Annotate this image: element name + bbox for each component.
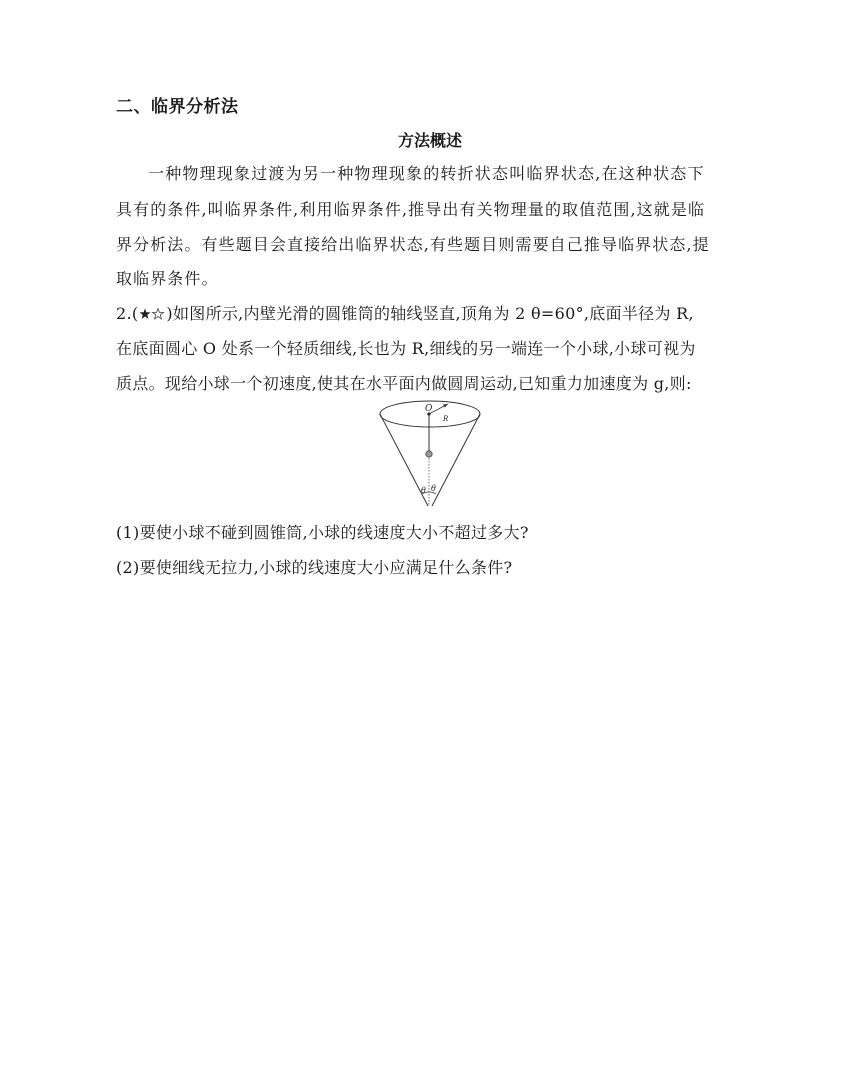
overview-line-3: 界分析法。有些题目会直接给出临界状态,有些题目则需要自己推导临界状态,提 — [116, 235, 710, 254]
section-heading: 二、临界分析法 — [116, 97, 239, 117]
ball — [426, 451, 432, 457]
label-radius-r: R — [443, 415, 449, 423]
overview-line-4: 取临界条件。 — [116, 269, 219, 288]
method-overview-title: 方法概述 — [397, 131, 462, 150]
question-line-3: 质点。现给小球一个初速度,使其在水平面内做圆周运动,已知重力加速度为 g,则: — [116, 374, 692, 393]
question-line-1 — [116, 301, 694, 324]
question-number: 2. — [116, 304, 132, 323]
question-line-2: 在底面圆心 O 处系一个轻质细线,长也为 R,细线的另一端连一个小球,小球可视为 — [116, 339, 696, 358]
difficulty-close-paren: ) — [166, 304, 173, 323]
cone-right-wall — [432, 414, 480, 506]
overview-line-1: 一种物理现象过渡为另一种物理现象的转折状态叫临界状态,在这种状态下 — [148, 164, 705, 183]
cone-figure — [378, 398, 482, 510]
question-text-line-1: 如图所示,内壁光滑的圆锥筒的轴线竖直,顶角为 2 θ=60°,底面半径为 R, — [172, 304, 694, 323]
two-star-icon — [139, 305, 165, 324]
sub-question-2: (2)要使细线无拉力,小球的线速度大小应满足什么条件? — [116, 558, 513, 577]
sub-question-1: (1)要使小球不碰到圆锥筒,小球的线速度大小不超过多大? — [116, 523, 529, 542]
overview-line-2: 具有的条件,叫临界条件,利用临界条件,推导出有关物理量的取值范围,这就是临 — [116, 200, 706, 219]
label-center-o: O — [425, 404, 433, 414]
radius-arrowhead — [443, 404, 448, 408]
label-theta-right: θ — [431, 484, 436, 493]
label-theta-left: θ — [421, 486, 426, 495]
difficulty-open-paren: ( — [131, 304, 139, 323]
